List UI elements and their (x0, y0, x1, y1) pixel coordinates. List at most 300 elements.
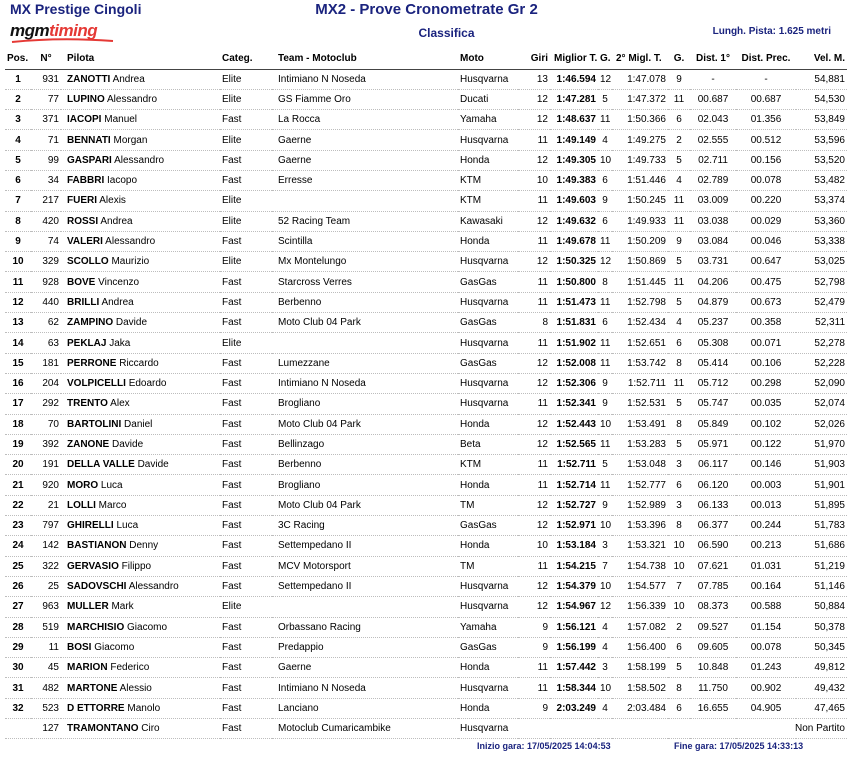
cell-second-best-time: 1:50.366 (612, 110, 668, 130)
cell-best-time: 1:49.603 (550, 191, 598, 211)
cell-avg-speed: 52,074 (796, 394, 847, 414)
cell-position: 10 (5, 252, 31, 272)
cell-avg-speed: 50,378 (796, 617, 847, 637)
cell-rider-number: 928 (31, 272, 61, 292)
cell-best-lap: 12 (598, 69, 612, 89)
cell-avg-speed: 53,025 (796, 252, 847, 272)
cell-rider-name (61, 556, 220, 576)
cell-category: Elite (220, 89, 272, 109)
cell-gap-to-first: 05.747 (690, 394, 736, 414)
cell-laps: 11 (518, 475, 550, 495)
cell-position: 31 (5, 678, 31, 698)
cell-gap-to-first: 04.206 (690, 272, 736, 292)
cell-second-best-time: 1:54.577 (612, 576, 668, 596)
table-row (5, 475, 847, 495)
cell-gap-to-previous: 00.146 (736, 455, 796, 475)
cell-team: Predappio (272, 637, 458, 657)
cell-gap-to-first: - (690, 69, 736, 89)
cell-best-time: 1:50.325 (550, 252, 598, 272)
cell-second-best-lap: 5 (668, 292, 690, 312)
cell-rider-number: 329 (31, 252, 61, 272)
cell-team (272, 191, 458, 211)
rider-surname: ZANOTTI (67, 73, 111, 85)
cell-category: Fast (220, 678, 272, 698)
cell-second-best-lap: 10 (668, 597, 690, 617)
cell-moto: Ducati (458, 89, 518, 109)
cell-category: Fast (220, 455, 272, 475)
cell-best-time: 1:57.442 (550, 658, 598, 678)
cell-second-best-time: 1:51.445 (612, 272, 668, 292)
cell-gap-to-first: 06.120 (690, 475, 736, 495)
cell-best-time: 2:03.249 (550, 698, 598, 718)
cell-gap-to-first: 05.237 (690, 313, 736, 333)
cell-rider-number: 204 (31, 373, 61, 393)
cell-category: Fast (220, 272, 272, 292)
rider-first-name: Alessio (119, 682, 152, 694)
cell-second-best-time: 1:52.798 (612, 292, 668, 312)
cell-second-best-time: 1:52.711 (612, 373, 668, 393)
cell-gap-to-previous: 00.046 (736, 231, 796, 251)
cell-rider-number: 45 (31, 658, 61, 678)
cell-second-best-lap: 8 (668, 516, 690, 536)
cell-position: 17 (5, 394, 31, 414)
rider-first-name: Marco (98, 499, 127, 511)
cell-gap-to-previous: 00.512 (736, 130, 796, 150)
table-row (5, 597, 847, 617)
rider-first-name: Ciro (141, 723, 160, 735)
rider-first-name: Morgan (113, 134, 148, 146)
rider-first-name: Manolo (127, 702, 161, 714)
cell-laps: 12 (518, 373, 550, 393)
cell-gap-to-previous: 00.220 (736, 191, 796, 211)
cell-gap-to-previous: 00.475 (736, 272, 796, 292)
rider-surname: ZAMPINO (67, 317, 114, 329)
cell-best-lap: 9 (598, 373, 612, 393)
rider-surname: GERVASIO (67, 560, 119, 572)
cell-best-lap: 11 (598, 434, 612, 454)
table-header-row (5, 49, 847, 69)
cell-moto: Husqvarna (458, 597, 518, 617)
rider-first-name: Alessandro (114, 154, 165, 166)
cell-rider-number: 127 (31, 719, 61, 739)
cell-rider-number: 963 (31, 597, 61, 617)
cell-second-best-lap: 5 (668, 434, 690, 454)
rider-surname: BENNATI (67, 134, 111, 146)
cell-category: Fast (220, 353, 272, 373)
rider-first-name: Mark (111, 601, 134, 613)
cell-gap-to-first: 02.043 (690, 110, 736, 130)
cell-laps: 11 (518, 394, 550, 414)
rider-first-name: Giacomo (127, 621, 168, 633)
cell-category: Fast (220, 495, 272, 515)
cell-laps: 12 (518, 434, 550, 454)
cell-team: GS Fiamme Oro (272, 89, 458, 109)
cell-category: Fast (220, 313, 272, 333)
cell-second-best-time: 1:53.396 (612, 516, 668, 536)
rider-surname: TRENTO (67, 398, 108, 410)
cell-avg-speed: 47,465 (796, 698, 847, 718)
cell-gap-to-first: 06.117 (690, 455, 736, 475)
col-header-avg-speed: Vel. M. (796, 49, 847, 69)
cell-moto: Husqvarna (458, 333, 518, 353)
cell-moto: TM (458, 495, 518, 515)
cell-best-time: 1:49.632 (550, 211, 598, 231)
rider-first-name: Luca (116, 520, 139, 532)
cell-avg-speed: 52,090 (796, 373, 847, 393)
cell-gap-to-first: 07.785 (690, 576, 736, 596)
cell-team: Berbenno (272, 455, 458, 475)
cell-team: Mx Montelungo (272, 252, 458, 272)
cell-laps: 12 (518, 516, 550, 536)
table-row (5, 130, 847, 150)
cell-team: Brogliano (272, 475, 458, 495)
cell-gap-to-first: 02.711 (690, 150, 736, 170)
rider-first-name: Luca (100, 479, 123, 491)
cell-laps: 12 (518, 211, 550, 231)
rider-surname: GHIRELLI (67, 520, 114, 532)
cell-moto: TM (458, 556, 518, 576)
rider-surname: FUERI (67, 195, 97, 207)
cell-second-best-time: 1:49.933 (612, 211, 668, 231)
rider-first-name: Andrea (100, 215, 133, 227)
cell-best-time: 1:56.199 (550, 637, 598, 657)
cell-category: Elite (220, 191, 272, 211)
cell-category: Fast (220, 536, 272, 556)
cell-gap-to-previous: 00.902 (736, 678, 796, 698)
col-header-second-lap: G. (668, 49, 690, 69)
rider-first-name: Alessandro (107, 93, 158, 105)
cell-avg-speed: 53,482 (796, 170, 847, 190)
cell-second-best-time: 1:57.082 (612, 617, 668, 637)
cell-best-time: 1:51.831 (550, 313, 598, 333)
cell-moto: Beta (458, 434, 518, 454)
cell-best-time: 1:54.967 (550, 597, 598, 617)
table-row (5, 292, 847, 312)
cell-rider-name (61, 313, 220, 333)
cell-gap-to-first: 03.084 (690, 231, 736, 251)
cell-gap-to-previous: 00.102 (736, 414, 796, 434)
cell-team: Scintilla (272, 231, 458, 251)
cell-best-time: 1:48.637 (550, 110, 598, 130)
cell-moto: Honda (458, 658, 518, 678)
rider-surname: SADOVSCHI (67, 581, 127, 593)
cell-category: Fast (220, 231, 272, 251)
table-row (5, 414, 847, 434)
cell-laps: 11 (518, 191, 550, 211)
cell-second-best-lap: 8 (668, 678, 690, 698)
cell-laps: 11 (518, 292, 550, 312)
cell-rider-number: 440 (31, 292, 61, 312)
session-title: MX2 - Prove Cronometrate Gr 2 (315, 1, 538, 18)
cell-best-lap: 9 (598, 191, 612, 211)
cell-moto: Honda (458, 475, 518, 495)
cell-avg-speed: 51,146 (796, 576, 847, 596)
table-row (5, 252, 847, 272)
col-header-laps: Giri (518, 49, 550, 69)
cell-gap-to-previous: 01.356 (736, 110, 796, 130)
cell-position: 4 (5, 130, 31, 150)
cell-category: Elite (220, 69, 272, 89)
cell-gap-to-previous: 00.244 (736, 516, 796, 536)
cell-rider-name (61, 434, 220, 454)
cell-status-not-started: Non Partito (518, 719, 847, 739)
cell-team: Settempedano II (272, 576, 458, 596)
cell-second-best-lap: 6 (668, 475, 690, 495)
cell-gap-to-previous: 00.071 (736, 333, 796, 353)
rider-first-name: Davide (112, 438, 144, 450)
rider-first-name: Alex (110, 398, 130, 410)
table-row (5, 191, 847, 211)
cell-best-time: 1:47.281 (550, 89, 598, 109)
cell-team: 52 Racing Team (272, 211, 458, 231)
cell-position: 6 (5, 170, 31, 190)
cell-gap-to-previous: 00.003 (736, 475, 796, 495)
cell-second-best-lap: 11 (668, 373, 690, 393)
cell-rider-number: 74 (31, 231, 61, 251)
cell-best-time: 1:52.727 (550, 495, 598, 515)
cell-position: 29 (5, 637, 31, 657)
cell-best-time: 1:52.008 (550, 353, 598, 373)
cell-position: 26 (5, 576, 31, 596)
cell-rider-number: 142 (31, 536, 61, 556)
cell-category: Fast (220, 475, 272, 495)
cell-second-best-time: 1:52.434 (612, 313, 668, 333)
col-header-gap-first: Dist. 1° (690, 49, 736, 69)
cell-position: 13 (5, 313, 31, 333)
cell-gap-to-previous: 00.029 (736, 211, 796, 231)
rider-surname: FABBRI (67, 175, 105, 187)
cell-team: Lanciano (272, 698, 458, 718)
cell-best-lap: 11 (598, 475, 612, 495)
table-row (5, 556, 847, 576)
cell-category: Fast (220, 556, 272, 576)
cell-team: La Rocca (272, 110, 458, 130)
cell-rider-name (61, 373, 220, 393)
cell-best-time: 1:52.443 (550, 414, 598, 434)
cell-second-best-time: 1:49.275 (612, 130, 668, 150)
table-row (5, 313, 847, 333)
cell-gap-to-previous: 04.905 (736, 698, 796, 718)
cell-rider-number: 217 (31, 191, 61, 211)
cell-position: 21 (5, 475, 31, 495)
table-row (5, 150, 847, 170)
cell-rider-name (61, 69, 220, 89)
cell-best-lap: 12 (598, 597, 612, 617)
cell-second-best-lap: 5 (668, 658, 690, 678)
cell-team: Intimiano N Noseda (272, 678, 458, 698)
cell-moto: Husqvarna (458, 373, 518, 393)
cell-category: Fast (220, 658, 272, 678)
cell-team: Berbenno (272, 292, 458, 312)
cell-gap-to-first: 05.414 (690, 353, 736, 373)
cell-category: Elite (220, 130, 272, 150)
cell-gap-to-previous: 00.588 (736, 597, 796, 617)
cell-moto: Husqvarna (458, 394, 518, 414)
cell-gap-to-previous: 00.213 (736, 536, 796, 556)
cell-avg-speed: 52,026 (796, 414, 847, 434)
results-table (5, 49, 847, 739)
cell-rider-number: 523 (31, 698, 61, 718)
rider-surname: BARTOLINI (67, 418, 122, 430)
cell-avg-speed: 51,903 (796, 455, 847, 475)
race-end-time: Fine gara: 17/05/2025 14:33:13 (674, 741, 804, 751)
cell-category: Elite (220, 211, 272, 231)
cell-second-best-time: 1:53.321 (612, 536, 668, 556)
report-header (0, 0, 853, 48)
cell-second-best-time: 1:47.078 (612, 69, 668, 89)
cell-rider-name (61, 191, 220, 211)
cell-best-lap: 3 (598, 536, 612, 556)
rider-surname: BRILLI (67, 296, 100, 308)
cell-rider-name (61, 637, 220, 657)
cell-laps: 13 (518, 69, 550, 89)
cell-team: Intimiano N Noseda (272, 69, 458, 89)
cell-best-lap: 11 (598, 333, 612, 353)
cell-second-best-lap: 5 (668, 150, 690, 170)
cell-avg-speed: 54,530 (796, 89, 847, 109)
cell-gap-to-first: 16.655 (690, 698, 736, 718)
cell-laps: 11 (518, 658, 550, 678)
cell-gap-to-previous: 00.673 (736, 292, 796, 312)
cell-gap-to-first: 08.373 (690, 597, 736, 617)
cell-best-time: 1:51.473 (550, 292, 598, 312)
cell-moto: Husqvarna (458, 252, 518, 272)
cell-second-best-lap: 8 (668, 353, 690, 373)
table-row (5, 617, 847, 637)
cell-second-best-lap: 2 (668, 130, 690, 150)
cell-gap-to-previous: 00.647 (736, 252, 796, 272)
cell-avg-speed: 53,374 (796, 191, 847, 211)
cell-moto: Honda (458, 150, 518, 170)
cell-gap-to-first: 05.971 (690, 434, 736, 454)
cell-category: Fast (220, 292, 272, 312)
cell-position: 15 (5, 353, 31, 373)
cell-position: 30 (5, 658, 31, 678)
cell-team: Moto Club 04 Park (272, 414, 458, 434)
cell-best-time: 1:46.594 (550, 69, 598, 89)
track-length: Lungh. Pista: 1.625 metri (712, 26, 831, 37)
cell-category: Elite (220, 597, 272, 617)
col-header-rider: Pilota (61, 49, 220, 69)
cell-moto: Yamaha (458, 617, 518, 637)
rider-surname: LUPINO (67, 93, 105, 105)
rider-first-name: Iacopo (107, 175, 138, 187)
cell-rider-name (61, 678, 220, 698)
table-row (5, 110, 847, 130)
cell-best-lap: 4 (598, 130, 612, 150)
cell-best-lap: 10 (598, 414, 612, 434)
cell-rider-name (61, 394, 220, 414)
rider-surname: VALERI (67, 236, 103, 248)
cell-category: Fast (220, 414, 272, 434)
cell-second-best-lap: 3 (668, 455, 690, 475)
rider-surname: IACOPI (67, 114, 102, 126)
cell-best-lap: 8 (598, 272, 612, 292)
cell-position: 12 (5, 292, 31, 312)
cell-position: 1 (5, 69, 31, 89)
cell-laps: 12 (518, 150, 550, 170)
cell-second-best-lap: 11 (668, 191, 690, 211)
cell-gap-to-first: 09.527 (690, 617, 736, 637)
cell-gap-to-first: 03.038 (690, 211, 736, 231)
rider-surname: PERRONE (67, 357, 117, 369)
cell-best-lap: 4 (598, 637, 612, 657)
cell-position: 22 (5, 495, 31, 515)
rider-first-name: Davide (137, 459, 169, 471)
cell-avg-speed: 53,520 (796, 150, 847, 170)
cell-rider-number: 420 (31, 211, 61, 231)
race-start-time: Inizio gara: 17/05/2025 14:04:53 (477, 741, 611, 751)
cell-second-best-time: 1:53.491 (612, 414, 668, 434)
table-row (5, 373, 847, 393)
cell-moto: Husqvarna (458, 130, 518, 150)
cell-best-time: 1:52.341 (550, 394, 598, 414)
cell-laps: 10 (518, 170, 550, 190)
cell-second-best-lap: 10 (668, 556, 690, 576)
cell-moto: KTM (458, 191, 518, 211)
table-row (5, 170, 847, 190)
cell-rider-name (61, 719, 220, 739)
rider-surname: BASTIANON (67, 540, 127, 552)
cell-team (272, 333, 458, 353)
cell-best-lap: 10 (598, 516, 612, 536)
rider-surname: MARCHISIO (67, 621, 125, 633)
cell-gap-to-first: 04.879 (690, 292, 736, 312)
cell-gap-to-previous: 01.031 (736, 556, 796, 576)
cell-moto: Husqvarna (458, 678, 518, 698)
cell-gap-to-first: 05.308 (690, 333, 736, 353)
cell-best-lap: 9 (598, 495, 612, 515)
cell-second-best-time: 1:50.869 (612, 252, 668, 272)
cell-team: Bellinzago (272, 434, 458, 454)
cell-best-lap: 11 (598, 231, 612, 251)
cell-second-best-lap: 8 (668, 414, 690, 434)
cell-moto: Husqvarna (458, 69, 518, 89)
col-header-moto: Moto (458, 49, 518, 69)
cell-best-time: 1:58.344 (550, 678, 598, 698)
cell-team: Settempedano II (272, 536, 458, 556)
cell-laps: 9 (518, 698, 550, 718)
cell-position: 2 (5, 89, 31, 109)
rider-surname: ZANONE (67, 438, 110, 450)
cell-position: 27 (5, 597, 31, 617)
cell-team: Erresse (272, 170, 458, 190)
cell-position (5, 719, 31, 739)
cell-laps: 11 (518, 455, 550, 475)
cell-rider-number: 392 (31, 434, 61, 454)
rider-surname: MULLER (67, 601, 109, 613)
cell-avg-speed: 53,360 (796, 211, 847, 231)
cell-gap-to-first: 03.009 (690, 191, 736, 211)
cell-best-time: 1:52.714 (550, 475, 598, 495)
cell-team: Lumezzane (272, 353, 458, 373)
cell-gap-to-previous: 00.156 (736, 150, 796, 170)
rider-first-name: Alexis (99, 195, 126, 207)
cell-best-time: 1:53.184 (550, 536, 598, 556)
cell-rider-name (61, 211, 220, 231)
cell-position: 16 (5, 373, 31, 393)
cell-rider-number: 920 (31, 475, 61, 495)
cell-rider-number: 292 (31, 394, 61, 414)
cell-moto: Honda (458, 414, 518, 434)
cell-rider-number: 191 (31, 455, 61, 475)
cell-second-best-time: 1:52.531 (612, 394, 668, 414)
cell-gap-to-first: 00.687 (690, 89, 736, 109)
cell-second-best-time: 1:50.245 (612, 191, 668, 211)
cell-rider-number: 62 (31, 313, 61, 333)
rider-first-name: Edoardo (128, 378, 167, 390)
cell-avg-speed: 51,783 (796, 516, 847, 536)
